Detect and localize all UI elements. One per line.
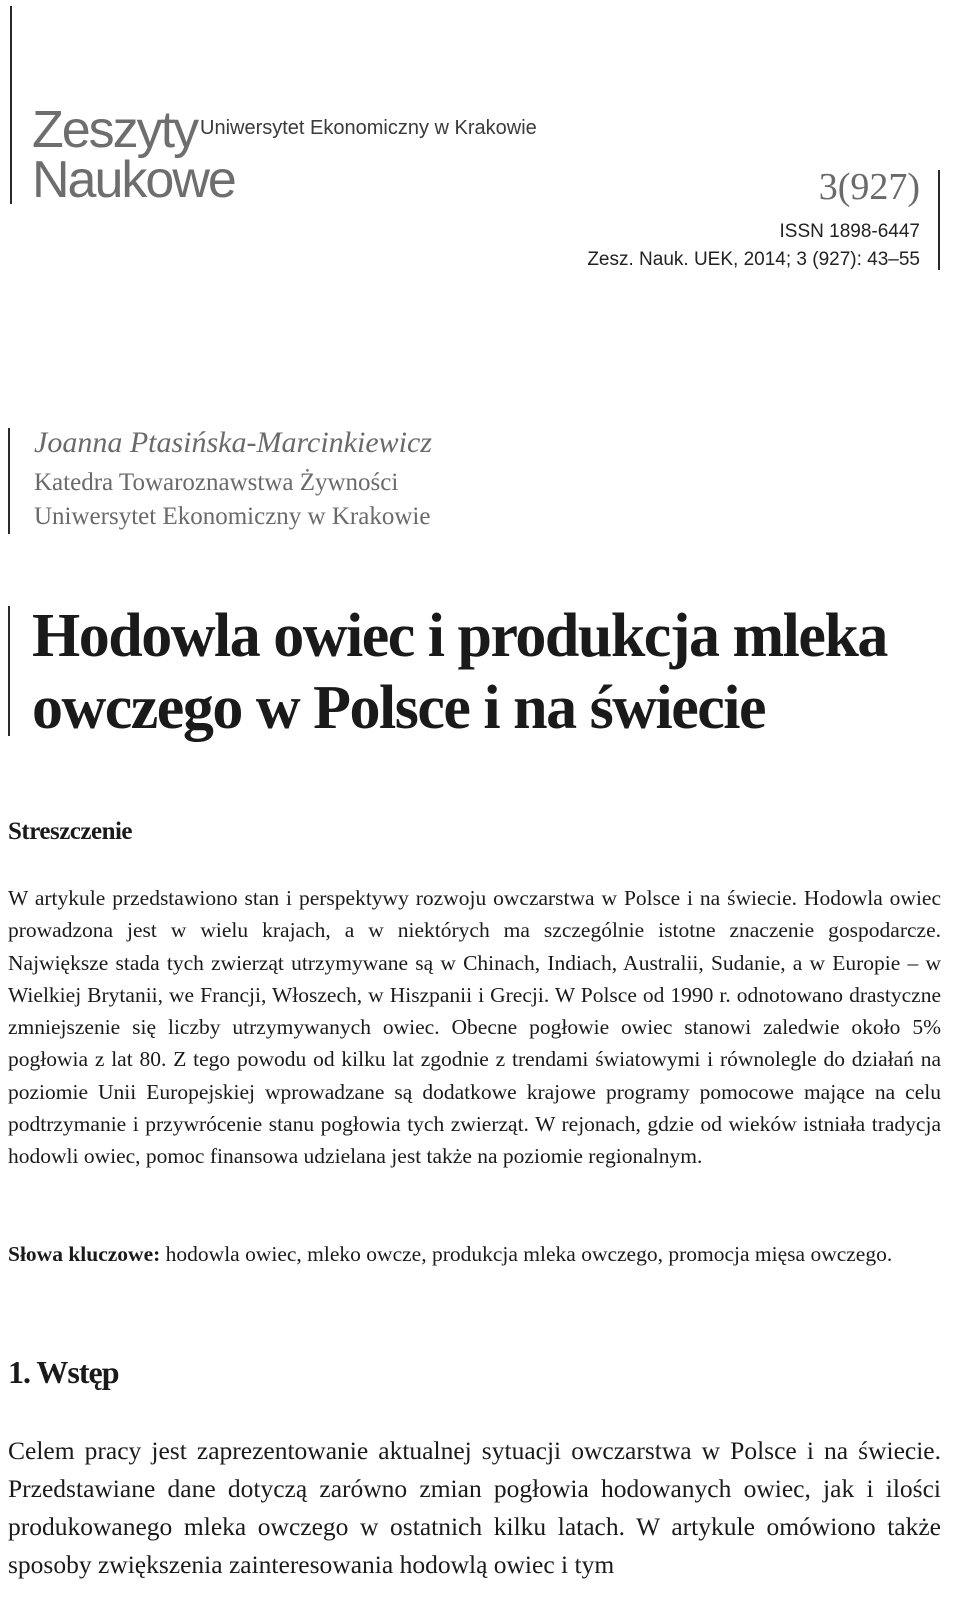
header-rule-right bbox=[938, 170, 940, 270]
title-rule bbox=[8, 606, 10, 736]
author-university: Uniwersytet Ekonomiczny w Krakowie bbox=[34, 503, 431, 530]
journal-logo-word-2: Naukowe bbox=[32, 151, 235, 209]
abstract-heading: Streszczenie bbox=[8, 818, 133, 845]
intro-heading: 1. Wstęp bbox=[8, 1354, 119, 1390]
journal-university: Uniwersytet Ekonomiczny w Krakowie bbox=[200, 117, 537, 139]
intro-text: Celem pracy jest zaprezentowanie aktualnej sytuacji owczarstwa w Polsce i na świecie. Przedstawiane dane dotyczą zarówno zmian pogłowia hodowanych owiec, jak i ilości produkowanego mleka owczego w ostatnich kilku latach. W artykule omówiono także sposoby zwiększenia zainteresowania hodowlą owiec i tym bbox=[8, 1436, 941, 1579]
keywords bbox=[8, 1238, 941, 1270]
article-title: Hodowla owiec i produkcja mleka owczego w Polsce i na świecie bbox=[32, 602, 887, 742]
header-rule-left bbox=[10, 6, 12, 204]
keywords-text: hodowla owiec, mleko owcze, produkcja mleka owczego, promocja mięsa owczego. bbox=[160, 1242, 893, 1266]
issue-number: 3(927) bbox=[818, 166, 920, 208]
issn: ISSN 1898-6447 bbox=[779, 221, 920, 242]
author-department: Katedra Towaroznawstwa Żywności bbox=[34, 469, 399, 496]
author-rule bbox=[8, 428, 10, 534]
author-name: Joanna Ptasińska-Marcinkiewicz bbox=[34, 426, 432, 459]
citation: Zesz. Nauk. UEK, 2014; 3 (927): 43–55 bbox=[587, 249, 920, 270]
journal-logo-word-1: Zeszyty bbox=[32, 101, 198, 159]
abstract-text: W artykule przedstawiono stan i perspektywy rozwoju owczarstwa w Polsce i na świecie. Hodowla owiec prowadzona jest w wielu krajach, a w niektórych ma szczególnie istotne znaczenie gospodarcze. Największe stada tych zwierząt utrzymywane są w Chinach, Indiach, Australii, Sudanie, a w Europie – w Wielkiej Brytanii, we Francji, Włoszech, w Hiszpanii i Grecji. W Polsce od 1990 r. odnotowano drastyczne zmniejszenie się liczby utrzymywanych owiec. Obecne pogłowie owiec stanowi zaledwie około 5% pogłowia z lat 80. Z tego powodu od kilku lat zgodnie z trendami światowymi i równolegle do działań na poziomie Unii Europejskiej wprowadzane są dodatkowe krajowe programy pomocowe mające na celu podtrzymanie i przywrócenie stanu pogłowia tych zwierząt. W rejonach, gdzie od wieków istniała tradycja hodowli owiec, pomoc finansowa udzielana jest także na poziomie regionalnym. bbox=[8, 886, 941, 1169]
keywords-label: Słowa kluczowe: bbox=[8, 1242, 161, 1266]
